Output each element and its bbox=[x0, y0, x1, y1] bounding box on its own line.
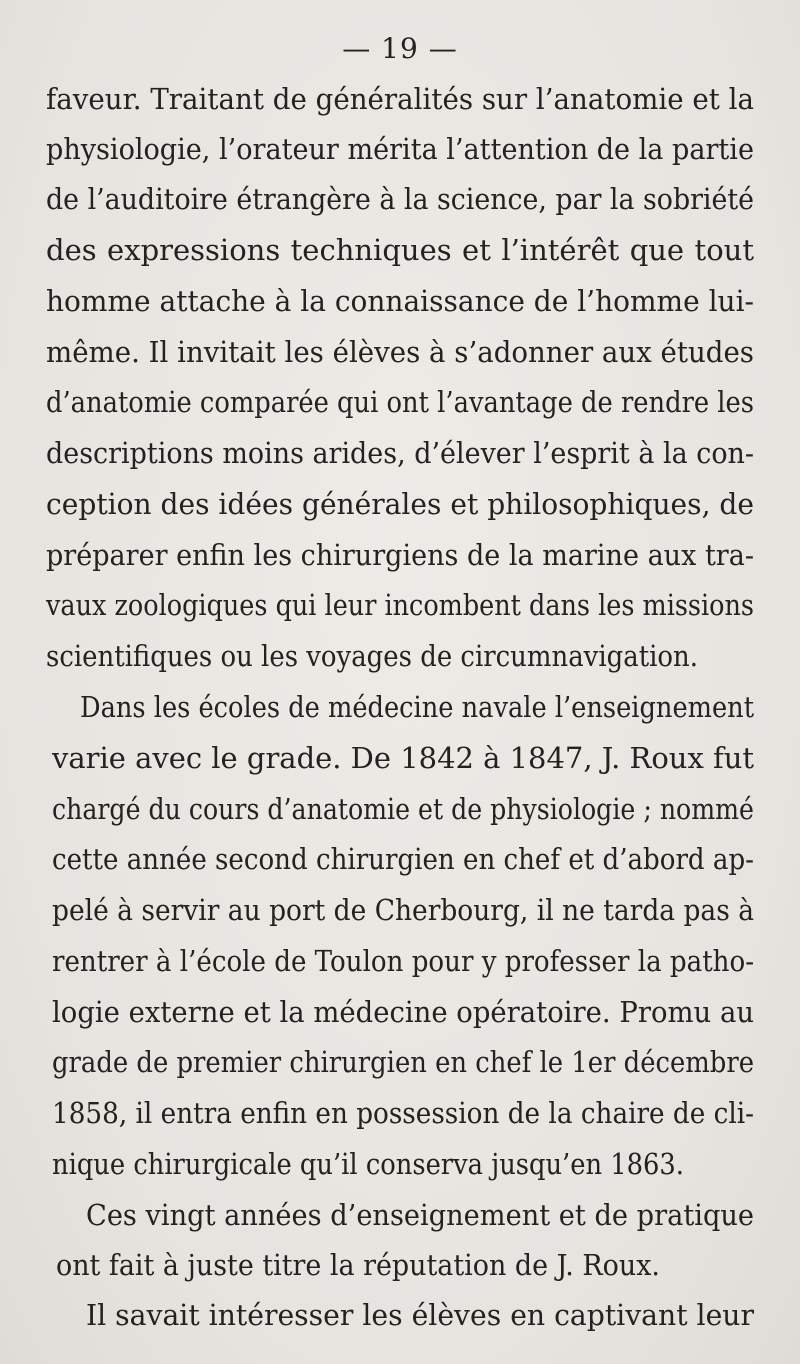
text-line: préparer enfin les chirurgiens de la marine aux tra- bbox=[46, 538, 754, 572]
text-line: rentrer à l’école de Toulon pour y professer la patho- bbox=[52, 944, 755, 978]
text-line: grade de premier chirurgien en chef le 1er décembre bbox=[52, 1045, 755, 1079]
text-line: faveur. Traitant de généralités sur l’anatomie et la bbox=[46, 82, 755, 116]
text-line: scientifiques ou les voyages de circumnavigation. bbox=[46, 639, 699, 673]
text-line: Ces vingt années d’enseignement et de pratique bbox=[86, 1198, 755, 1232]
text-line: d’anatomie comparée qui ont l’avantage de rendre les bbox=[46, 385, 755, 419]
text-line: Dans les écoles de médecine navale l’enseignement bbox=[80, 690, 755, 724]
text-line: ception des idées générales et philosophiques, de bbox=[46, 487, 755, 521]
text-line: de l’auditoire étrangère à la science, par la sobriété bbox=[46, 182, 755, 216]
text-line: pelé à servir au port de Cherbourg, il ne tarda pas à bbox=[52, 893, 755, 927]
text-line: physiologie, l’orateur mérita l’attention de la partie bbox=[46, 132, 754, 166]
text-line: Il savait intéresser les élèves en captivant leur bbox=[86, 1298, 754, 1332]
text-line: vaux zoologiques qui leur incombent dans les missions bbox=[46, 588, 755, 622]
text-line: même. Il invitait les élèves à s’adonner aux études bbox=[46, 335, 754, 369]
text-line: nique chirurgicale qu’il conserva jusqu’en 1863. bbox=[52, 1147, 684, 1181]
text-line: logie externe et la médecine opératoire. Promu au bbox=[52, 995, 755, 1029]
text-line: 1858, il entra enfin en possession de la chaire de cli- bbox=[52, 1096, 754, 1130]
text-line: descriptions moins arides, d’élever l’esprit à la con- bbox=[46, 436, 755, 470]
text-line: chargé du cours d’anatomie et de physiologie ; nommé bbox=[52, 792, 754, 826]
text-line: cette année second chirurgien en chef et d’abord ap- bbox=[52, 842, 754, 876]
page-number-header: — 19 — bbox=[342, 32, 458, 65]
text-line: varie avec le grade. De 1842 à 1847, J. Roux fut bbox=[52, 741, 755, 775]
text-line: ont fait à juste titre la réputation de J. Roux. bbox=[56, 1248, 660, 1282]
text-line: des expressions techniques et l’intérêt que tout bbox=[46, 233, 754, 267]
text-line: homme attache à la connaissance de l’homme lui- bbox=[46, 284, 755, 318]
